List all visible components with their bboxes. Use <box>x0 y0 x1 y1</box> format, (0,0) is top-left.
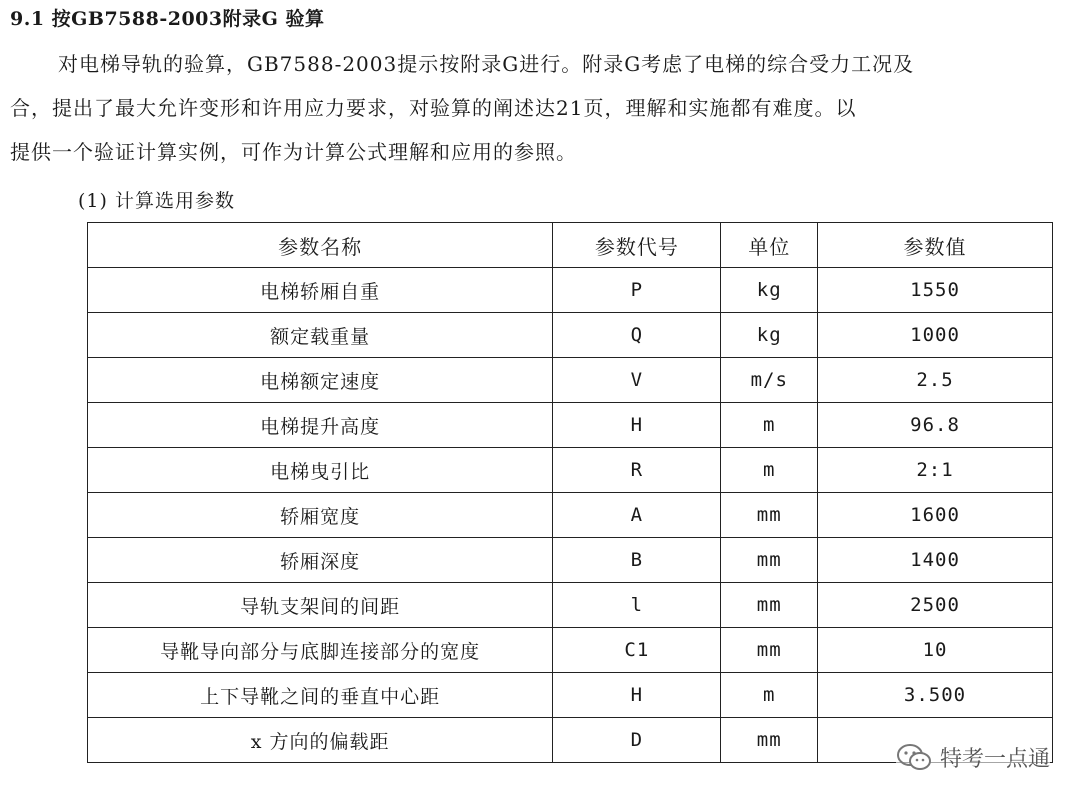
table-row <box>88 358 1053 403</box>
cell-unit: kg <box>721 268 818 313</box>
table-row <box>88 628 1053 673</box>
cell-unit: m/s <box>721 358 818 403</box>
cell-param-code: C1 <box>553 628 721 673</box>
paragraph-line: 合，提出了最大允许变形和许用应力要求，对验算的阐述达21页，理解和实施都有难度。以 <box>10 96 857 120</box>
cell-param-value: 2:1 <box>818 448 1053 493</box>
cell-param-value: 3.500 <box>818 673 1053 718</box>
table-row <box>88 313 1053 358</box>
cell-param-code: R <box>553 448 721 493</box>
cell-unit: mm <box>721 583 818 628</box>
cell-unit: kg <box>721 313 818 358</box>
cell-param-name: 电梯额定速度 <box>88 358 553 403</box>
cell-unit: mm <box>721 628 818 673</box>
cell-unit: m <box>721 673 818 718</box>
wechat-icon <box>896 743 932 773</box>
header-param-name: 参数名称 <box>88 223 553 268</box>
header-param-code: 参数代号 <box>553 223 721 268</box>
cell-param-name: 导靴导向部分与底脚连接部分的宽度 <box>88 628 553 673</box>
cell-param-value: 2500 <box>818 583 1053 628</box>
cell-param-code: H <box>553 403 721 448</box>
cell-param-value: 2.5 <box>818 358 1053 403</box>
table-row <box>88 403 1053 448</box>
cell-unit: m <box>721 448 818 493</box>
table-header-row <box>88 223 1053 268</box>
section-heading: 9.1 按GB7588-2003附录G 验算 <box>10 8 325 30</box>
intro-paragraph <box>10 42 1072 174</box>
watermark <box>896 742 1050 773</box>
table-row <box>88 673 1053 718</box>
cell-unit: mm <box>721 493 818 538</box>
paragraph-line: 对电梯导轨的验算，GB7588-2003提示按附录G进行。附录G考虑了电梯的综合受力工况及 <box>58 52 915 76</box>
cell-unit: mm <box>721 718 818 763</box>
cell-param-code: H <box>553 673 721 718</box>
parameters-table <box>87 222 1053 763</box>
table-body <box>88 268 1053 763</box>
table-row <box>88 448 1053 493</box>
cell-param-name: 轿厢宽度 <box>88 493 553 538</box>
cell-param-name: 轿厢深度 <box>88 538 553 583</box>
cell-param-value: 10 <box>818 628 1053 673</box>
cell-param-name: x 方向的偏载距 <box>88 718 553 763</box>
cell-param-code: P <box>553 268 721 313</box>
cell-param-code: V <box>553 358 721 403</box>
cell-param-value: 1400 <box>818 538 1053 583</box>
cell-param-code: B <box>553 538 721 583</box>
cell-param-name: 上下导靴之间的垂直中心距 <box>88 673 553 718</box>
sub-heading: (1) 计算选用参数 <box>78 190 235 212</box>
table-row <box>88 493 1053 538</box>
cell-unit: mm <box>721 538 818 583</box>
header-param-value: 参数值 <box>818 223 1053 268</box>
cell-param-name: 导轨支架间的间距 <box>88 583 553 628</box>
watermark-text: 特考一点通 <box>939 747 1050 772</box>
cell-param-name: 电梯曳引比 <box>88 448 553 493</box>
cell-param-value: 1000 <box>818 313 1053 358</box>
cell-param-name: 电梯轿厢自重 <box>88 268 553 313</box>
cell-param-name: 电梯提升高度 <box>88 403 553 448</box>
header-unit: 单位 <box>721 223 818 268</box>
cell-param-value: 1600 <box>818 493 1053 538</box>
table-row <box>88 583 1053 628</box>
cell-param-value: 1550 <box>818 268 1053 313</box>
paragraph-line: 提供一个验证计算实例，可作为计算公式理解和应用的参照。 <box>10 140 577 164</box>
cell-param-code: Q <box>553 313 721 358</box>
cell-param-name: 额定载重量 <box>88 313 553 358</box>
table-row <box>88 268 1053 313</box>
table-row <box>88 538 1053 583</box>
cell-param-value: 96.8 <box>818 403 1053 448</box>
cell-param-code: l <box>553 583 721 628</box>
cell-param-code: A <box>553 493 721 538</box>
cell-unit: m <box>721 403 818 448</box>
cell-param-code: D <box>553 718 721 763</box>
